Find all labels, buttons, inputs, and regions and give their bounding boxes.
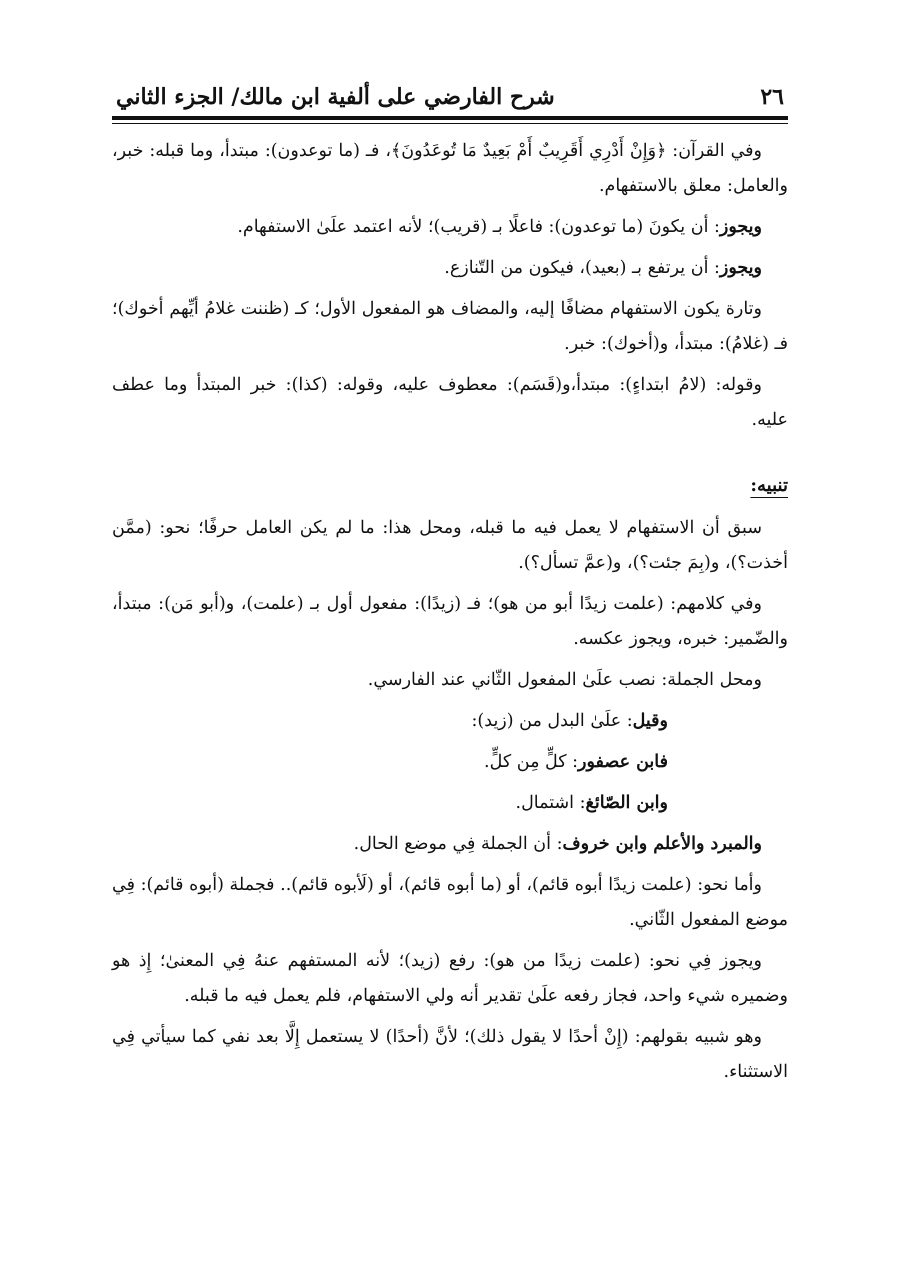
page-body <box>112 134 788 1090</box>
paragraph <box>112 868 788 938</box>
paragraph-text: ويجوز فِي نحو: (علمت زيدًا من هو): رفع (زيد)؛ لأنه المستفهم عنهُ فِي المعنىٰ؛ إِذ هو وضميره شيء واحد، فجاز رفعه علَىٰ تقدير أنه ولي الاستفهام، فلم يعمل فيه ما قبله. <box>112 951 788 1006</box>
paragraph-text: وفي كلامهم: (علمت زيدًا أبو من هو)؛ فـ (زيدًا): مفعول أول بـ (علمت)، و(أبو مَن): مبتدأ، والضّمير: خبره، ويجوز عكسه. <box>112 594 788 649</box>
paragraph <box>112 827 788 862</box>
paragraph <box>112 745 788 780</box>
header-rule-thick <box>112 116 788 120</box>
paragraph-text: : اشتمال. <box>515 793 586 813</box>
paragraph <box>112 587 788 657</box>
paragraph <box>112 368 788 438</box>
paragraph <box>112 134 788 204</box>
paragraph-lead: فابن عصفور <box>578 752 668 772</box>
paragraph-text: : أن يرتفع بـ (بعيد)، فيكون من التّنازع. <box>444 258 720 278</box>
paragraph-lead: وقيل <box>632 711 668 731</box>
paragraph-text: : أن يكونَ (ما توعدون): فاعلًا بـ (قريب)؛ لأنه اعتمد علَىٰ الاستفهام. <box>237 217 720 237</box>
paragraph-text: : علَىٰ البدل من (زيد): <box>471 711 633 731</box>
paragraph-text: وهو شبيه بقولهم: (إِنْ أحدًا لا يقول ذلك)؛ لأنَّ (أحدًا) لا يستعمل إِلَّا بعد نفي كما سيأتي فِي الاستثناء. <box>112 1027 788 1082</box>
paragraph <box>112 944 788 1014</box>
paragraph <box>112 704 788 739</box>
paragraph-text: سبق أن الاستفهام لا يعمل فيه ما قبله، ومحل هذا: ما لم يكن العامل حرفًا؛ نحو: (ممَّن أخذت؟)، و(بِمَ جئت؟)، و(عمَّ تسأل؟). <box>112 518 788 573</box>
paragraph-text: وقوله: (لامُ ابتداءٍ): مبتدأ،و(قَسَم): معطوف عليه، وقوله: (كذا): خبر المبتدأ وما عطف عليه. <box>112 375 788 430</box>
paragraph-text: وأما نحو: (علمت زيدًا أبوه قائم)، أو (ما أبوه قائم)، أو (لَأبوه قائم).. فجملة (أبوه قائم): فِي موضع المفعول الثّاني. <box>112 875 788 930</box>
paragraph-text: وتارة يكون الاستفهام مضافًا إليه، والمضاف هو المفعول الأول؛ كـ (ظننت غلامُ أيِّهم أخوك)؛ فـ (غلامُ): مبتدأ، و(أخوك): خبر. <box>112 299 788 354</box>
paragraph-text: وفي القرآن: ﴿وَإِنْ أَدْرِي أَقَرِيبٌ أَمْ بَعِيدٌ مَا تُوعَدُونَ﴾، فـ (ما توعدون): مبتدأ، وما قبله: خبر، والعامل: معلق بالاستفهام. <box>112 141 788 196</box>
page-header <box>112 70 788 110</box>
paragraph-lead: ويجوز <box>719 258 762 278</box>
page-number: ٢٦ <box>760 84 784 110</box>
paragraph <box>112 210 788 245</box>
running-title: شرح الفارضي على ألفية ابن مالك/ الجزء الثاني <box>116 84 555 110</box>
paragraph <box>112 292 788 362</box>
paragraph-lead: والمبرد والأعلم وابن خروف <box>562 834 762 854</box>
paragraph <box>112 251 788 286</box>
paragraph-text: : كلٍّ مِن كلٍّ. <box>484 752 579 772</box>
paragraph-lead: وابن الصّائغ <box>585 793 668 813</box>
paragraph-text: : أن الجملة فِي موضع الحال. <box>353 834 563 854</box>
paragraph <box>112 663 788 698</box>
paragraph-lead: ويجوز <box>719 217 762 237</box>
paragraph-text: ومحل الجملة: نصب علَىٰ المفعول الثّاني عند الفارسي. <box>367 670 762 690</box>
paragraph <box>112 511 788 581</box>
book-page <box>112 70 788 1096</box>
paragraph <box>112 1020 788 1090</box>
paragraph <box>112 786 788 821</box>
section-heading: تنبيه: <box>750 475 788 496</box>
header-rule-thin <box>112 123 788 124</box>
